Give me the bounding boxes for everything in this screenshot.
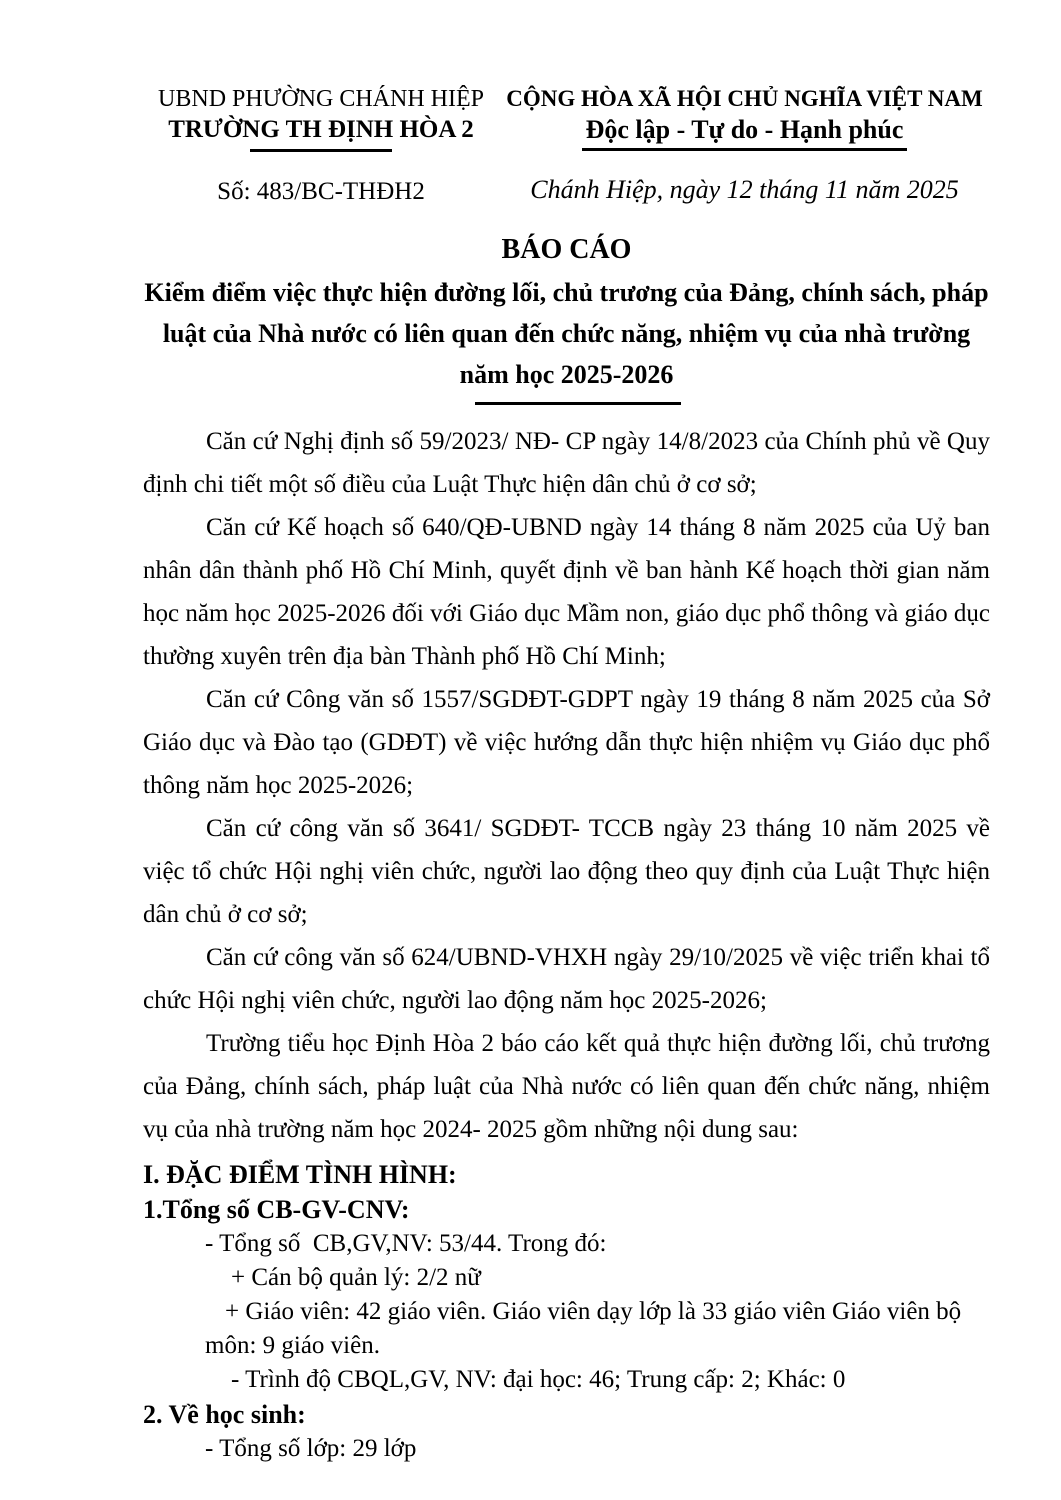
issuing-org-block xyxy=(143,84,499,206)
report-subtitle: Kiểm điểm việc thực hiện đường lối, chủ trương của Đảng, chính sách, pháp luật của Nhà nước có liên quan đến chức năng, nhiệm vụ của nhà trường năm học 2025-2026 xyxy=(144,277,989,389)
subsection-heading-students: 2. Về học sinh: xyxy=(143,1399,306,1429)
title-block xyxy=(143,232,990,404)
report-intro-paragraph: Trường tiểu học Định Hòa 2 báo cáo kết quả thực hiện đường lối, chủ trương của Đảng, chính sách, pháp luật của Nhà nước có liên quan đến chức năng, nhiệm vụ của nhà trường năm học 2024- 2025 gồm những nội dung sau: xyxy=(143,1029,990,1143)
legal-basis-paragraph: Căn cứ Công văn số 1557/SGDĐT-GDPT ngày 19 tháng 8 năm 2025 của Sở Giáo dục và Đào tạo (GDĐT) về việc hướng dẫn thực hiện nhiệm vụ Giáo dục phổ thông năm học 2025-2026; xyxy=(143,685,990,799)
document-header xyxy=(143,84,990,206)
legal-basis-paragraph: Căn cứ công văn số 624/UBND-VHXH ngày 29/10/2025 về việc triển khai tổ chức Hội nghị viên chức, người lao động năm học 2025-2026; xyxy=(143,943,990,1014)
legal-basis-section xyxy=(143,420,990,1151)
place-and-date: Chánh Hiệp, ngày 12 tháng 11 năm 2025 xyxy=(530,174,959,204)
section-heading: I. ĐẶC ĐIỂM TÌNH HÌNH: xyxy=(143,1159,457,1189)
staff-total-item: - Tổng số CB,GV,NV: 53/44. Trong đó: xyxy=(205,1229,607,1257)
national-motto: Độc lập - Tự do - Hạnh phúc xyxy=(582,115,908,151)
section-characteristics xyxy=(143,1157,990,1466)
school-name-underline xyxy=(250,149,392,152)
legal-basis-paragraph: Căn cứ công văn số 3641/ SGDĐT- TCCB ngày 23 tháng 10 năm 2025 về việc tổ chức Hội nghị viên chức, người lao động theo quy định của Luật Thực hiện dân chủ ở cơ sở; xyxy=(143,814,990,928)
legal-basis-paragraph: Căn cứ Kế hoạch số 640/QĐ-UBND ngày 14 tháng 8 năm 2025 của Uỷ ban nhân dân thành phố Hồ Chí Minh, quyết định về ban hành Kế hoạch thời gian năm học năm học 2025-2026 đối với Giáo dục Mầm non, giáo dục phổ thông và giáo dục thường xuyên trên địa bàn Thành phố Hồ Chí Minh; xyxy=(143,513,990,670)
staff-qualification-item: - Trình độ CBQL,GV, NV: đại học: 46; Trung cấp: 2; Khác: 0 xyxy=(231,1365,846,1393)
staff-managers-item: + Cán bộ quản lý: 2/2 nữ xyxy=(231,1263,481,1291)
subsection-heading-staff: 1.Tổng số CB-GV-CNV: xyxy=(143,1194,410,1224)
report-title: BÁO CÁO xyxy=(501,234,632,266)
org-parent-name: UBND PHƯỜNG CHÁNH HIỆP xyxy=(158,86,484,112)
document-number: Số: 483/BC-THĐH2 xyxy=(217,178,425,206)
school-name: TRƯỜNG TH ĐỊNH HÒA 2 xyxy=(168,116,474,143)
legal-basis-paragraph: Căn cứ Nghị định số 59/2023/ NĐ- CP ngày 14/8/2023 của Chính phủ về Quy định chi tiết một số điều của Luật Thực hiện dân chủ ở cơ sở; xyxy=(143,427,990,498)
students-classes-item: - Tổng số lớp: 29 lớp xyxy=(205,1434,417,1462)
title-divider xyxy=(475,402,681,405)
motto-row xyxy=(499,114,990,151)
national-header-block xyxy=(499,84,990,205)
national-name: CỘNG HÒA XÃ HỘI CHỦ NGHĨA VIỆT NAM xyxy=(506,86,983,111)
staff-teachers-item: + Giáo viên: 42 giáo viên. Giáo viên dạy lớp là 33 giáo viên Giáo viên bộ môn: 9 giáo viên. xyxy=(205,1297,968,1359)
